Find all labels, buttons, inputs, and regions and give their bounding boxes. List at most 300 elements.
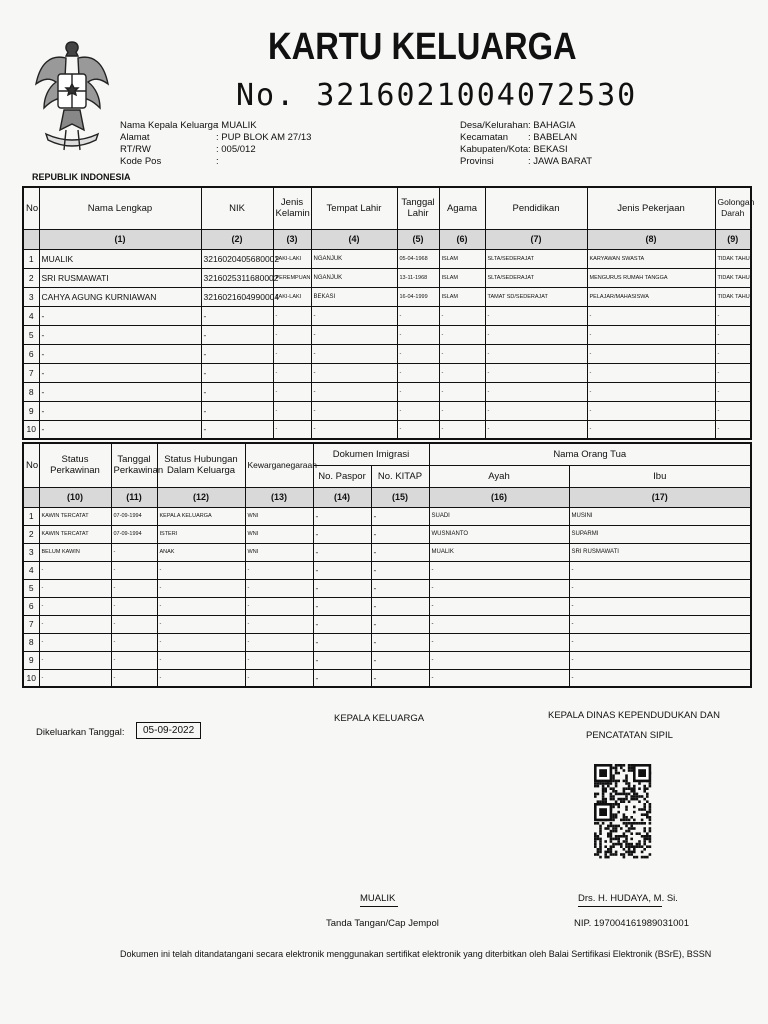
col-header: Dokumen Imigrasi (313, 443, 429, 465)
cell-status: BELUM KAWIN (39, 543, 111, 561)
cell-no: 10 (23, 420, 39, 439)
col-header: Pendidikan (485, 187, 587, 229)
info-value: : PUP BLOK AM 27/13 (216, 132, 312, 143)
cell-tanggal: 13-11-1968 (397, 268, 439, 287)
col-number-cell: (9) (715, 229, 751, 249)
table-body (23, 249, 751, 439)
cell-wn: - (245, 615, 313, 633)
cell-nama: SRI RUSMAWATI (39, 268, 201, 287)
cell-agama: ISLAM (439, 249, 485, 268)
cell-paspor: - (313, 507, 371, 525)
cell-darah: - (715, 344, 751, 363)
cell-pendidikan: - (485, 325, 587, 344)
table-row (23, 615, 751, 633)
col-number-cell (23, 487, 39, 507)
col-header: Tanggal Lahir (397, 187, 439, 229)
table-row (23, 401, 751, 420)
cell-paspor: - (313, 651, 371, 669)
cell-hub: - (157, 597, 245, 615)
cell-tempat: NGANJUK (311, 268, 397, 287)
col-number-cell: (7) (485, 229, 587, 249)
info-value: : 005/012 (216, 144, 256, 155)
table-header-row (23, 443, 751, 465)
cell-tanggal: - (397, 401, 439, 420)
col-header: Jenis Pekerjaan (587, 187, 715, 229)
cell-jk: - (273, 306, 311, 325)
cell-status: - (39, 651, 111, 669)
col-header: Golongan Darah (715, 187, 751, 229)
cell-nama: - (39, 344, 201, 363)
cell-pendidikan: - (485, 382, 587, 401)
cell-wn: - (245, 579, 313, 597)
office-label-line2: PENCATATAN SIPIL (586, 730, 673, 741)
cell-wn: - (245, 651, 313, 669)
col-number-cell: (2) (201, 229, 273, 249)
col-number-cell: (11) (111, 487, 157, 507)
document-number: No. 3216021004072530 (236, 78, 638, 113)
table-row (23, 597, 751, 615)
cell-ibu: SRI RUSMAWATI (569, 543, 751, 561)
cell-wn: WNI (245, 525, 313, 543)
cell-agama: - (439, 325, 485, 344)
cell-no: 4 (23, 306, 39, 325)
cell-pekerjaan: PELAJAR/MAHASISWA (587, 287, 715, 306)
info-value: : BAHAGIA (528, 120, 576, 131)
cell-nik: - (201, 401, 273, 420)
cell-ayah: WUSNIANTO (429, 525, 569, 543)
col-header: No (23, 443, 39, 487)
cell-status: - (39, 669, 111, 687)
info-row (120, 132, 311, 144)
info-value: : MUALIK (216, 120, 257, 131)
cell-kitap: - (371, 633, 429, 651)
family-head-label: KEPALA KELUARGA (334, 713, 425, 724)
col-number-cell: (15) (371, 487, 429, 507)
cell-ayah: - (429, 615, 569, 633)
col-header: Ibu (569, 465, 751, 487)
cell-hub: - (157, 669, 245, 687)
cell-no: 3 (23, 543, 39, 561)
cell-nama: CAHYA AGUNG KURNIAWAN (39, 287, 201, 306)
cell-kitap: - (371, 669, 429, 687)
cell-hub: - (157, 579, 245, 597)
cell-status: - (39, 615, 111, 633)
cell-tanggal: 16-04-1999 (397, 287, 439, 306)
cell-darah: TIDAK TAHU (715, 287, 751, 306)
cell-agama: - (439, 382, 485, 401)
cell-wn: - (245, 633, 313, 651)
info-row (460, 132, 592, 144)
cell-tempat: - (311, 325, 397, 344)
col-header: Nama Orang Tua (429, 443, 751, 465)
cell-kitap: - (371, 579, 429, 597)
info-label: Provinsi (460, 156, 494, 167)
table-row (23, 344, 751, 363)
cell-ayah: - (429, 579, 569, 597)
cell-ayah: - (429, 669, 569, 687)
info-row (120, 120, 311, 132)
cell-darah: - (715, 401, 751, 420)
cell-agama: - (439, 363, 485, 382)
cell-nama: - (39, 420, 201, 439)
cell-no: 9 (23, 651, 39, 669)
family-members-table (22, 186, 755, 440)
cell-jk: - (273, 420, 311, 439)
cell-tempat: - (311, 306, 397, 325)
office-label-line1: KEPALA DINAS KEPENDUDUKAN DAN (548, 710, 720, 721)
cell-paspor: - (313, 615, 371, 633)
cell-agama: ISLAM (439, 287, 485, 306)
cell-pendidikan: - (485, 306, 587, 325)
info-row (120, 156, 311, 168)
table-row (23, 669, 751, 687)
info-label: Nama Kepala Keluarga (120, 120, 219, 131)
cell-tgl: 07-09-1994 (111, 525, 157, 543)
cell-paspor: - (313, 597, 371, 615)
col-number-cell: (4) (311, 229, 397, 249)
info-value: : BABELAN (528, 132, 578, 143)
cell-hub: ISTERI (157, 525, 245, 543)
cell-kitap: - (371, 507, 429, 525)
cell-paspor: - (313, 579, 371, 597)
cell-ibu: - (569, 561, 751, 579)
cell-pendidikan: - (485, 420, 587, 439)
cell-no: 4 (23, 561, 39, 579)
cell-tempat: - (311, 401, 397, 420)
cell-pendidikan: SLTA/SEDERAJAT (485, 268, 587, 287)
cell-nama: - (39, 382, 201, 401)
e-signature-disclaimer: Dokumen ini telah ditandatangani secara elektronik menggunakan sertifikat elektronik yang diterbitkan oleh Balai Sertifikasi Elektronik (BSrE), BSSN (120, 949, 712, 959)
cell-ayah: - (429, 561, 569, 579)
col-header: Status Hubungan Dalam Keluarga (157, 443, 245, 487)
col-number-cell: (13) (245, 487, 313, 507)
table-row (23, 507, 751, 525)
cell-kitap: - (371, 651, 429, 669)
garuda-emblem-icon (30, 34, 114, 164)
info-label: Alamat (120, 132, 150, 143)
info-label: Kecamatan (460, 132, 509, 143)
table-row (23, 306, 751, 325)
table-row (23, 579, 751, 597)
col-number-cell: (6) (439, 229, 485, 249)
col-number-cell: (8) (587, 229, 715, 249)
table-row (23, 633, 751, 651)
col-number-cell: (17) (569, 487, 751, 507)
info-row (460, 144, 592, 156)
cell-wn: - (245, 561, 313, 579)
cell-status: - (39, 579, 111, 597)
cell-agama: - (439, 420, 485, 439)
col-header: Tempat Lahir (311, 187, 397, 229)
cell-pekerjaan: - (587, 401, 715, 420)
info-label: Desa/Kelurahan (460, 120, 529, 131)
cell-ibu: - (569, 651, 751, 669)
cell-agama: - (439, 306, 485, 325)
cell-nik: - (201, 420, 273, 439)
cell-ayah: - (429, 597, 569, 615)
cell-no: 1 (23, 249, 39, 268)
info-label: RT/RW (120, 144, 151, 155)
cell-kitap: - (371, 525, 429, 543)
cell-ayah: - (429, 651, 569, 669)
cell-tempat: BEKASI (311, 287, 397, 306)
cell-ayah: MUALIK (429, 543, 569, 561)
signature-note: Tanda Tangan/Cap Jempol (326, 918, 439, 929)
cell-nama: - (39, 363, 201, 382)
table-row (23, 325, 751, 344)
col-header: No. Paspor (313, 465, 371, 487)
cell-tanggal: 05-04-1968 (397, 249, 439, 268)
cell-tgl: - (111, 651, 157, 669)
info-label: Kabupaten/Kota (460, 144, 529, 155)
cell-nik: - (201, 306, 273, 325)
cell-hub: - (157, 651, 245, 669)
cell-status: KAWIN TERCATAT (39, 507, 111, 525)
col-number-cell (23, 229, 39, 249)
cell-nama: - (39, 306, 201, 325)
cell-pekerjaan: - (587, 325, 715, 344)
col-header: Tanggal Perkawinan (111, 443, 157, 487)
cell-agama: - (439, 401, 485, 420)
cell-nik: 3216020405680002 (201, 249, 273, 268)
col-number-cell: (10) (39, 487, 111, 507)
cell-pekerjaan: - (587, 420, 715, 439)
civil-status-table (22, 442, 752, 688)
info-row (460, 120, 592, 132)
cell-jk: - (273, 401, 311, 420)
col-number-cell: (1) (39, 229, 201, 249)
cell-jk: - (273, 344, 311, 363)
table-row (23, 420, 751, 439)
cell-wn: WNI (245, 507, 313, 525)
cell-no: 7 (23, 615, 39, 633)
cell-tanggal: - (397, 420, 439, 439)
cell-kitap: - (371, 597, 429, 615)
cell-pekerjaan: - (587, 306, 715, 325)
cell-nik: - (201, 344, 273, 363)
cell-pekerjaan: KARYAWAN SWASTA (587, 249, 715, 268)
info-value: : JAWA BARAT (528, 156, 593, 167)
col-header: Kewarganegaraan (245, 443, 313, 487)
issued-date: 05-09-2022 (136, 722, 201, 739)
cell-tempat: - (311, 363, 397, 382)
cell-darah: - (715, 420, 751, 439)
col-number-cell: (14) (313, 487, 371, 507)
cell-tgl: - (111, 669, 157, 687)
cell-ibu: - (569, 615, 751, 633)
cell-nama: MUALIK (39, 249, 201, 268)
cell-hub: KEPALA KELUARGA (157, 507, 245, 525)
cell-status: - (39, 633, 111, 651)
cell-paspor: - (313, 561, 371, 579)
col-header: Jenis Kelamin (273, 187, 311, 229)
cell-tanggal: - (397, 363, 439, 382)
table-row (23, 268, 751, 287)
official-name: Drs. H. HUDAYA, M. Si. (578, 893, 678, 904)
info-value: : (216, 156, 219, 167)
cell-jk: - (273, 363, 311, 382)
signature-line (578, 906, 662, 907)
official-nip: NIP. 197004161989031001 (574, 918, 689, 929)
family-head-name: MUALIK (360, 893, 396, 904)
cell-no: 1 (23, 507, 39, 525)
cell-wn: WNI (245, 543, 313, 561)
cell-no: 2 (23, 525, 39, 543)
cell-pendidikan: - (485, 363, 587, 382)
cell-nama: - (39, 401, 201, 420)
col-number-cell: (5) (397, 229, 439, 249)
cell-no: 3 (23, 287, 39, 306)
cell-pekerjaan: - (587, 344, 715, 363)
cell-darah: TIDAK TAHU (715, 268, 751, 287)
cell-kitap: - (371, 615, 429, 633)
col-number-row (23, 487, 751, 507)
cell-nama: - (39, 325, 201, 344)
signature-line (360, 906, 398, 907)
cell-no: 8 (23, 382, 39, 401)
cell-hub: - (157, 615, 245, 633)
cell-agama: - (439, 344, 485, 363)
cell-kitap: - (371, 543, 429, 561)
cell-status: KAWIN TERCATAT (39, 525, 111, 543)
cell-tgl: - (111, 579, 157, 597)
cell-jk: - (273, 325, 311, 344)
cell-tanggal: - (397, 344, 439, 363)
cell-ibu: - (569, 579, 751, 597)
cell-tanggal: - (397, 325, 439, 344)
col-header: Nama Lengkap (39, 187, 201, 229)
table-header-row (23, 187, 751, 229)
cell-ibu: - (569, 633, 751, 651)
cell-tempat: - (311, 420, 397, 439)
cell-wn: - (245, 669, 313, 687)
cell-wn: - (245, 597, 313, 615)
cell-tgl: - (111, 615, 157, 633)
right-info (460, 120, 592, 168)
cell-no: 7 (23, 363, 39, 382)
cell-nik: - (201, 363, 273, 382)
cell-tempat: - (311, 382, 397, 401)
col-header: No. KITAP (371, 465, 429, 487)
left-info (120, 120, 311, 168)
cell-kitap: - (371, 561, 429, 579)
cell-nik: 3216021604990004 (201, 287, 273, 306)
cell-tempat: NGANJUK (311, 249, 397, 268)
cell-pekerjaan: - (587, 382, 715, 401)
cell-jk: PEREMPUAN (273, 268, 311, 287)
col-header: NIK (201, 187, 273, 229)
cell-no: 2 (23, 268, 39, 287)
cell-ibu: - (569, 597, 751, 615)
document-title: KARTU KELUARGA (268, 26, 577, 68)
table-row (23, 249, 751, 268)
cell-tgl: - (111, 543, 157, 561)
cell-paspor: - (313, 525, 371, 543)
table-row (23, 287, 751, 306)
table-row (23, 543, 751, 561)
table-row (23, 561, 751, 579)
col-header: Agama (439, 187, 485, 229)
cell-darah: - (715, 382, 751, 401)
col-header: Ayah (429, 465, 569, 487)
cell-hub: - (157, 561, 245, 579)
cell-pekerjaan: MENGURUS RUMAH TANGGA (587, 268, 715, 287)
cell-ayah: - (429, 633, 569, 651)
cell-no: 5 (23, 579, 39, 597)
cell-ayah: SUADI (429, 507, 569, 525)
col-number-cell: (12) (157, 487, 245, 507)
table-row (23, 363, 751, 382)
cell-darah: - (715, 363, 751, 382)
issued-label: Dikeluarkan Tanggal: (36, 727, 125, 738)
cell-paspor: - (313, 543, 371, 561)
cell-ibu: - (569, 669, 751, 687)
table-body (23, 507, 751, 687)
cell-pendidikan: SLTA/SEDERAJAT (485, 249, 587, 268)
info-row (120, 144, 311, 156)
cell-no: 10 (23, 669, 39, 687)
cell-paspor: - (313, 669, 371, 687)
cell-tgl: - (111, 633, 157, 651)
cell-nik: 3216025311680002 (201, 268, 273, 287)
table-row (23, 525, 751, 543)
cell-tanggal: - (397, 306, 439, 325)
cell-no: 6 (23, 597, 39, 615)
cell-pendidikan: - (485, 344, 587, 363)
cell-pekerjaan: - (587, 363, 715, 382)
cell-paspor: - (313, 633, 371, 651)
col-number-cell: (3) (273, 229, 311, 249)
cell-darah: - (715, 306, 751, 325)
cell-tgl: 07-09-1994 (111, 507, 157, 525)
country-label: REPUBLIK INDONESIA (32, 172, 131, 182)
cell-status: - (39, 561, 111, 579)
cell-no: 5 (23, 325, 39, 344)
cell-no: 6 (23, 344, 39, 363)
cell-tanggal: - (397, 382, 439, 401)
info-value: : BEKASI (528, 144, 568, 155)
cell-status: - (39, 597, 111, 615)
cell-no: 8 (23, 633, 39, 651)
info-label: Kode Pos (120, 156, 162, 167)
cell-hub: - (157, 633, 245, 651)
cell-tempat: - (311, 344, 397, 363)
cell-tgl: - (111, 561, 157, 579)
info-row (460, 156, 592, 168)
cell-darah: TIDAK TAHU (715, 249, 751, 268)
col-header: Status Perkawinan (39, 443, 111, 487)
cell-agama: ISLAM (439, 268, 485, 287)
col-header: No (23, 187, 39, 229)
cell-hub: ANAK (157, 543, 245, 561)
col-number-row (23, 229, 751, 249)
table-row (23, 651, 751, 669)
col-number-cell: (16) (429, 487, 569, 507)
cell-no: 9 (23, 401, 39, 420)
cell-pendidikan: TAMAT SD/SEDERAJAT (485, 287, 587, 306)
cell-pendidikan: - (485, 401, 587, 420)
cell-nik: - (201, 382, 273, 401)
cell-ibu: MUSINI (569, 507, 751, 525)
cell-tgl: - (111, 597, 157, 615)
qr-code-icon (592, 762, 654, 874)
cell-jk: - (273, 382, 311, 401)
cell-ibu: SUPARMI (569, 525, 751, 543)
cell-darah: - (715, 325, 751, 344)
cell-nik: - (201, 325, 273, 344)
cell-jk: LAKI-LAKI (273, 249, 311, 268)
table-row (23, 382, 751, 401)
